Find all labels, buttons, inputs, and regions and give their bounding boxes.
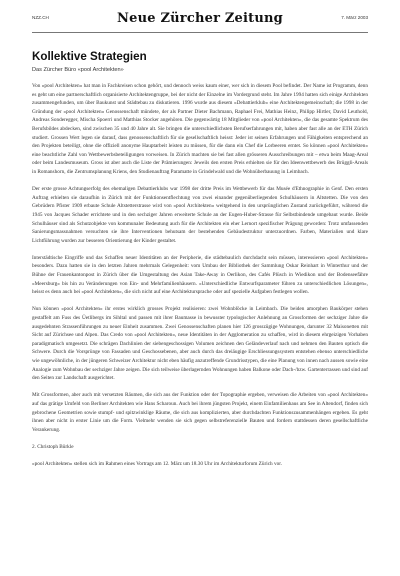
site-label[interactable]: NZZ.CH bbox=[32, 15, 49, 20]
publication-date: 7. März 2003 bbox=[341, 15, 368, 20]
masthead bbox=[32, 10, 368, 33]
article-body bbox=[32, 82, 368, 469]
article-page bbox=[0, 10, 400, 576]
article-title: Kollektive Strategien bbox=[32, 50, 147, 63]
paragraph: Von «pool Architekten» hat man in Fachkreisen schon gehört, und dennoch weiss kaum einer, wer sich in diesem Pool befindet. Der Name ist Programm, denn es geht um eine partnerschaftlich organisierte Architektengruppe, bei der nicht der Einzelne im Vordergrund steht. Im Jahre 1994 hatten sich einige Architekten zusammengefunden, um über Baukunst und Städtebau zu diskutieren. 1996 wurde aus diesem «Debattierklub» eine Architektengemeinschaft; die 1998 in der Gründung der «pool Architekten» Genossenschaft mündete, der als Partner Dieter Bachmann, Raphael Frei, Mathias Heinz, Philipp Hirtler, David Leuthold, Andreas Sonderegger, Mischa Spoerri und Matthias Stocker angehören. Die gegenwärtig 18 Mitglieder von «pool Architekten», die das gesamte Spektrum des Berufsbildes abdecken, sind zwischen 35 und 40 Jahre alt. Sie bringen die unterschiedlichsten Berufserfahrungen mit, haben aber fast alle an der ETH Zürich studiert. Grossen Wert legen sie darauf, dass genossenschaftlich für sie gesellschaftlich heisst: Jeder ist seinen Erfahrungen und Fähigkeiten entsprechend an den Projekten beteiligt, ohne die offiziell anonyme Hauptarbeit leisten zu müssen, für die dann ein Chef die Lorbeeren erntet. So können «pool Architekten» eine beachtliche Zahl von Wettbewerbsbeteiligungen vorweisen. In Zürich machten sie bei fast allen grösseren Ausschreibungen mit – etwa beim Maag-Areal oder beim Landesmuseum. Gross ist aber auch die Liste der Prämierungen: Jeweils den ersten Preis erhielten sie für den Ideenwettbewerb des Brüggli-Areals in Romanshorn, die Zentrumsplanung Kriens, den Studienauftrag Paramatte in Grindelwald und die Wohnüberbauung in Leimbach. bbox=[32, 83, 368, 175]
author-line: 2. Christoph Bürkle bbox=[32, 443, 74, 450]
paragraph: Der erste grosse Achtungserfolg des ehemaligen Debattierklubs war 1998 der dritte Preis im Wettbewerb für das Musée d'Ethnographie in Genf. Den ersten Auftrag erhielten sie daraufhin in Zürich mit der Funktionsentflechtung von zwei einander gegenüberliegenden Schulhäusern in Altstetten. Die von den Gebrüdern Pfister 1909 erbaute Schule Altstetterstrasse wird von «pool Architekten» weitgehend in den ursprünglichen Zustand zurückgeführt, während die 1945 von Jacques Schader errichtete und in den sechziger Jahren erweiterte Schule an der Eugen-Huber-Strasse für Selbstbindende umgebaut wurde. Beide Schulhäuser sind als Schutzobjekte von kommunaler Bedeutung auch für die Architekten ein eher Lernort spezifischer Prägung geworden: Trotz umfassenden Sanierungsmassnahmen versuchten sie ihre Interventionen behutsam der bestehenden Gebäudestruktur unterzuordnen. Farben, Materialien und klare Lichtführung wurden zur besseren Orientierung der Kinder gestaltet. bbox=[32, 186, 368, 244]
paragraph: Interstädtische Eingriffe und das Schaffen neuer Identitäten an der Peripherie, die städtebaulich durchdacht sein müssen, interessieren «pool Architekten» besonders. Dazu hatten sie in den letzten Jahren mehrmals Gelegenheit: vom Umbau der Bibliothek der Sammlung Oskar Reinhart in Winterthur und der Bühne der Frauenkantonpost in Zürich über die Umgestaltung des Asian Take-Away in Oerlikon, des Cafés Plüsch in Wiedikon und der Bodenseefähre «Meersburg» bis hin zu Veränderungen von Ein- und Mehrfamilienhäusern. «Unterschiedliche Entwurfsparameter führen zu unterschiedlichen Lösungen», heisst es denn auch bei «pool Architekten», die sich nicht auf eine Architektursprache oder auf spezielle Aufgaben festlegen wollen. bbox=[32, 254, 368, 296]
article-subtitle: Das Zürcher Büro «pool Architekten» bbox=[32, 67, 124, 73]
paragraph: «pool Architekten» stellen sich im Rahmen eines Vortrags am 12. März um 18.30 Uhr im Architekturforum Zürich vor. bbox=[32, 461, 283, 468]
paragraph: Mit Grossformen, aber auch mit versetzten Räumen, die sich aus der Funktion oder der Topographie ergeben, verweisen die Arbeiten von «pool Architekten» auf das grätige Umfeld von Berliner Architekten wie Hans Scharoun. Auch bei ihrem jüngsten Projekt, einem Einfamilienhaus am See in Altendorf, finden sich gebrochene Geometrien sowie stumpf- und spitzwinklige Räume, die sich aus komplizierten, aber durchdachten Funktionszusammenhängen ergeben. Es geht ihnen aber nicht in erster Linie um die Form. Vielmehr wenden sie sich gegen selbstreferenzielle Bauten und fordern stattdessen deren gesellschaftliche Verankerung. bbox=[32, 392, 368, 433]
newspaper-logo[interactable]: Neue Zürcher Zeitung bbox=[117, 11, 283, 26]
paragraph: Nun können «pool Architekten» ihr erstes wirklich grosses Projekt realisieren: zwei Wohnblöcke in Leimbach. Die beiden amorphen Baukörper stehen gestaffelt am Fuss des Üetlibergs im Sihltal und passen mit ihrer Baumasse in bewusster typologischer Anlehnung an Grossformen der sechziger Jahre die ausgedehnten Strassenführungen zu neuer Einheit zusammen. Zwei Genossenschaften planen hier 126 grosszügige Wohnungen, darunter 32 Maisonetten mit Sicht auf Zürichsee und Alpen. Das Credo von «pool Architekten», neue Identitäten in der Agglomeration zu schaffen, wird in diesem ehrgeizigen Vorhaben paradigmatisch umgesetzt. Die schrägen Dachlinien der siebengeschossigen Volumen zeichnen den Geländeverlauf nach und nehmen den Bauten optisch die Schwere. Durch die Vorsprünge von Fassaden und Geschossebenen, aber auch durch das dreiäugige Erschliessungssystem entstehen ebenso unterschiedliche wie ungewöhnliche, in der jüngeren Schweizer Architektur nicht eben häufig anzutreffende Grundrisstypen, die eine Planung von innen nach aussen sowie eine Analogie zum Wohnbau der sechziger Jahre zeigen. Die sich teilweise überlagernden Wohnungen haben Balkone oder Dach-/bzw. Gartenterrassen und sind auf den Seiten zur Landschaft ausgerichtet. bbox=[32, 306, 368, 382]
